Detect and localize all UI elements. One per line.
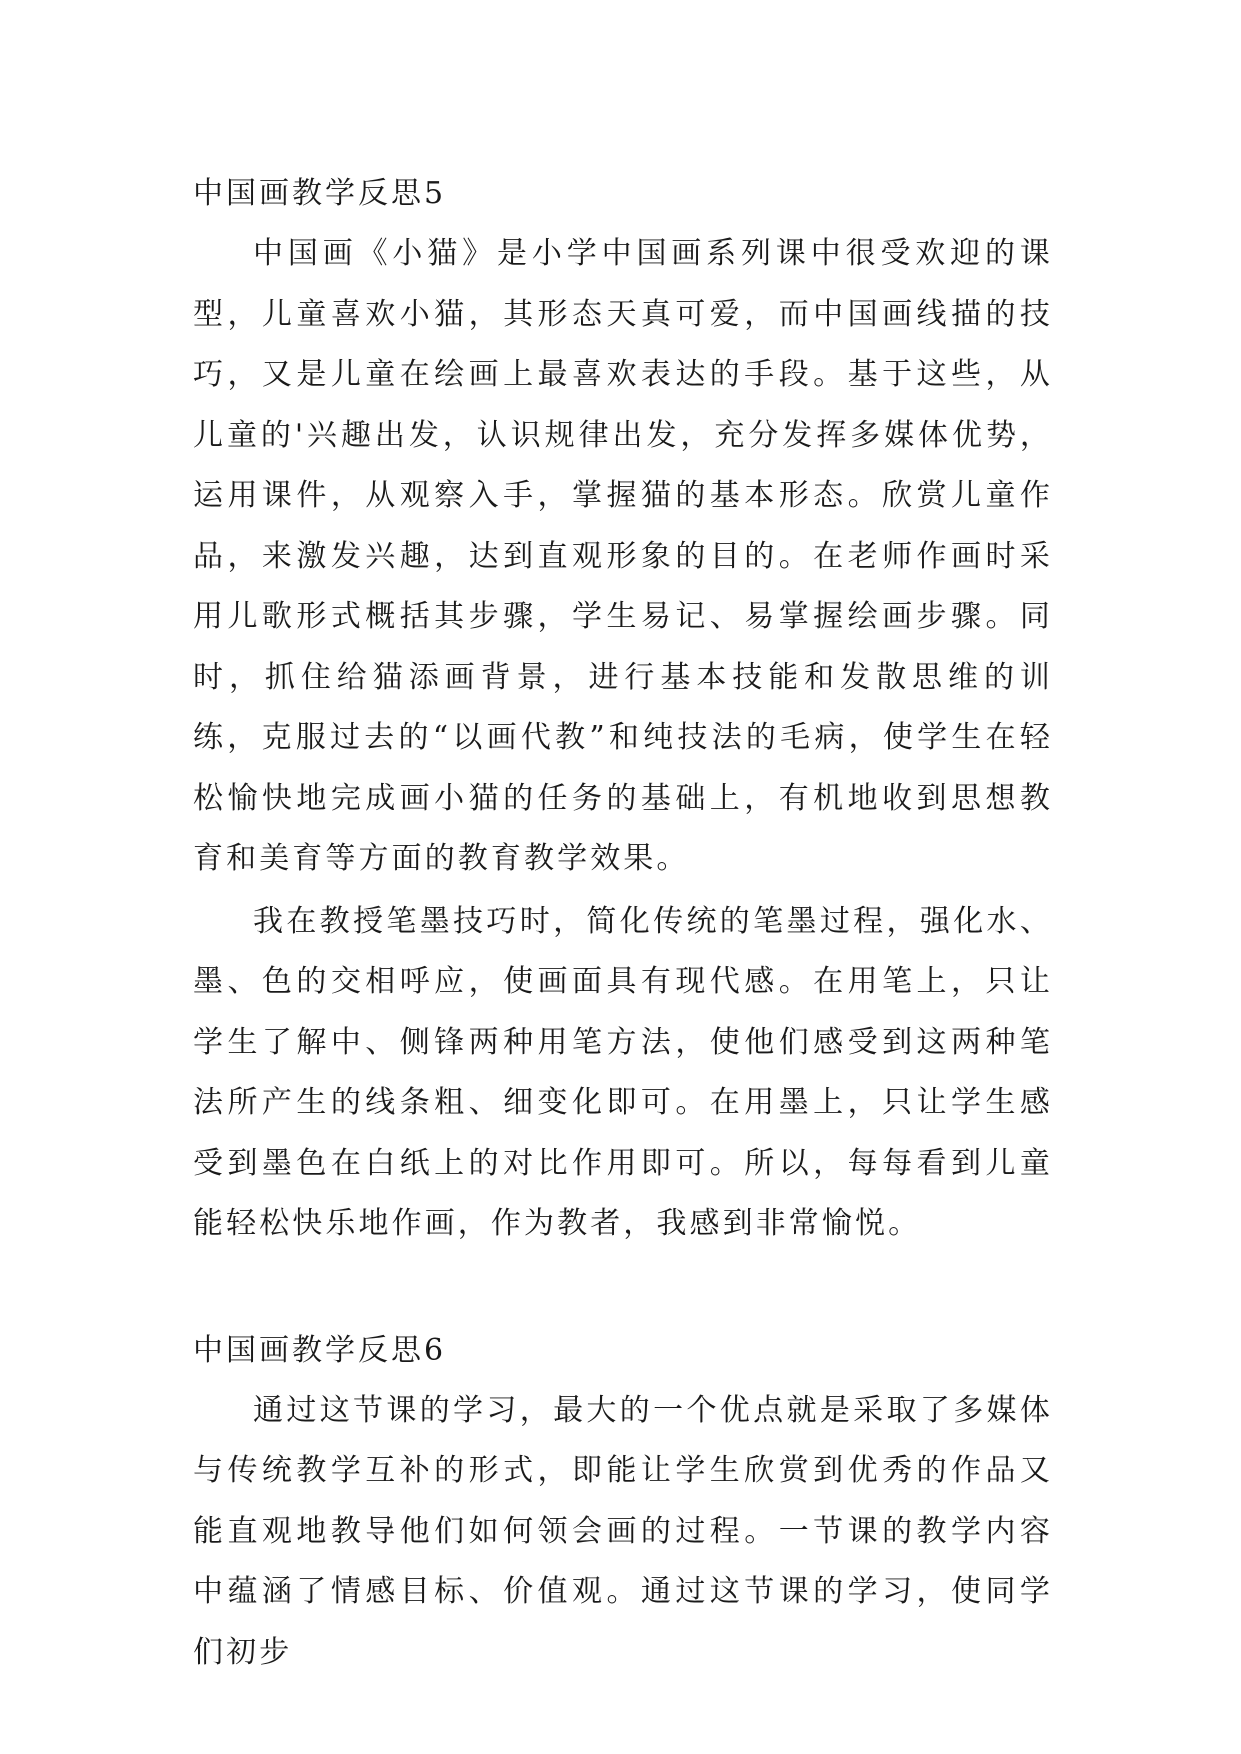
section-gap [193,1257,1053,1321]
paragraph: 我在教授笔墨技巧时，简化传统的笔墨过程，强化水、墨、色的交相呼应，使画面具有现代感。在用笔上，只让学生了解中、侧锋两种用笔方法，使他们感受到这两种笔法所产生的线条粗、细变化即可。在用墨上，只让学生感受到墨色在白纸上的对比作用即可。所以，每每看到儿童能轻松快乐地作画，作为教者，我感到非常愉悦。 [193,903,1053,1241]
section-6 [193,1321,1053,1684]
paragraph: 通过这节课的学习，最大的一个优点就是采取了多媒体与传统教学互补的形式，即能让学生欣赏到优秀的作品又能直观地教导他们如何领会画的过程。一节课的教学内容中蕴涵了情感目标、价值观。通过这节课的学习，使同学们初步 [193,1392,1053,1670]
document-body [193,164,1053,1685]
section-title: 中国画教学反思5 [193,176,447,211]
paragraph: 中国画《小猫》是小学中国画系列课中很受欢迎的课型，儿童喜欢小猫，其形态天真可爱，而中国画线描的技巧，又是儿童在绘画上最喜欢表达的手段。基于这些，从儿童的'兴趣出发，认识规律出发，充分发挥多媒体优势，运用课件，从观察入手，掌握猫的基本形态。欣赏儿童作品，来激发兴趣，达到直观形象的目的。在老师作画时采用儿歌形式概括其步骤，学生易记、易掌握绘画步骤。同时，抓住给猫添画背景，进行基本技能和发散思维的训练，克服过去的“以画代教”和纯技法的毛病，使学生在轻松愉快地完成画小猫的任务的基础上，有机地收到思想教育和美育等方面的教育教学效果。 [193,236,1053,876]
section-5 [193,164,1053,1255]
section-title: 中国画教学反思6 [193,1332,447,1368]
